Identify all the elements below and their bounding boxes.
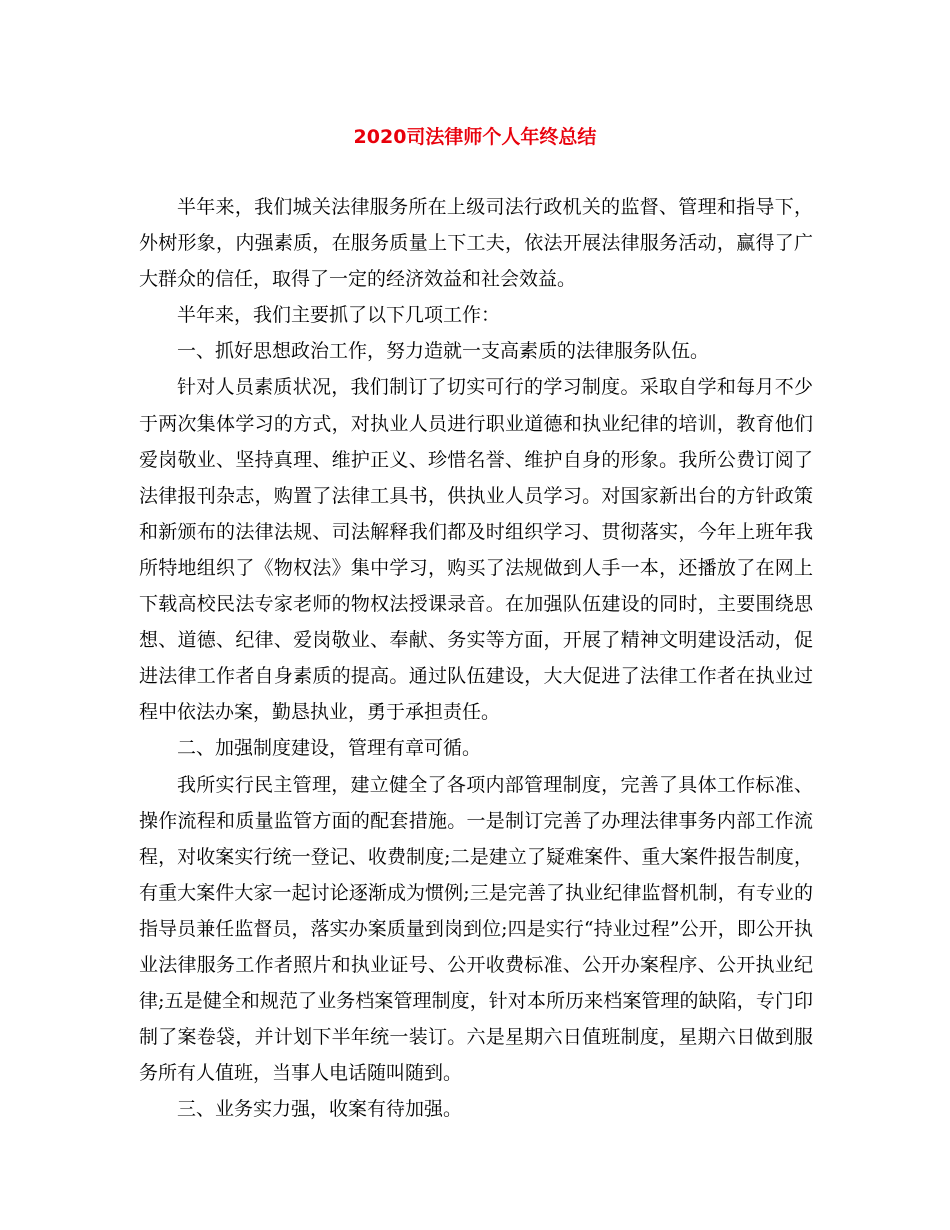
paragraph-intro: 半年来，我们城关法律服务所在上级司法行政机关的监督、管理和指导下，外树形象，内强素质，在服务质量上下工夫，依法开展法律服务活动，赢得了广大群众的信任，取得了一定的经济效益和社会效益。 [139, 196, 813, 291]
section-heading-2: 二、加强制度建设，管理有章可循。 [177, 737, 482, 760]
paragraph-work-summary-lead: 半年来，我们主要抓了以下几项工作： [177, 304, 501, 327]
paragraph-section-2: 我所实行民主管理，建立健全了各项内部管理制度，完善了具体工作标准、操作流程和质量监管方面的配套措施。一是制订完善了办理法律事务内部工作流程，对收案实行统一登记、收费制度;二是建立了疑难案件、重大案件报告制度，有重大案件大家一起讨论逐渐成为惯例;三是完善了执业纪律监督机制，有专业的指导员兼任监督员，落实办案质量到岗到位;四是实行“持业过程”公开，即公开执业法律服务工作者照片和执业证号、公开收费标准、公开办案程序、公开执业纪律;五是健全和规范了业务档案管理制度，针对本所历来档案管理的缺陷，专门印制了案卷袋，并计划下半年统一装订。六是星期六日值班制度，星期六日做到服务所有人值班，当事人电话随叫随到。 [139, 773, 813, 1085]
section-heading-3: 三、业务实力强，收案有待加强。 [177, 1098, 463, 1121]
document-body [139, 189, 813, 1127]
paragraph-section-1: 针对人员素质状况，我们制订了切实可行的学习制度。采取自学和每月不少于两次集体学习的方式，对执业人员进行职业道德和执业纪律的培训，教育他们爱岗敬业、坚持真理、维护正义、珍惜名誉、维护自身的形象。我所公费订阅了法律报刊杂志，购置了法律工具书，供执业人员学习。对国家新出台的方针政策和新颁布的法律法规、司法解释我们都及时组织学习、贯彻落实，今年上班年我所特地组织了《物权法》集中学习，购买了法规做到人手一本，还播放了在网上下载高校民法专家老师的物权法授课录音。在加强队伍建设的同时，主要围绕思想、道德、纪律、爱岗敬业、奉献、务实等方面，开展了精神文明建设活动，促进法律工作者自身素质的提高。通过队伍建设，大大促进了法律工作者在执业过程中依法办案，勤恳执业，勇于承担责任。 [139, 376, 813, 724]
section-heading-1: 一、抓好思想政治工作，努力造就一支高素质的法律服务队伍。 [177, 340, 710, 363]
document-title: 2020司法律师个人年终总结 [353, 126, 597, 148]
